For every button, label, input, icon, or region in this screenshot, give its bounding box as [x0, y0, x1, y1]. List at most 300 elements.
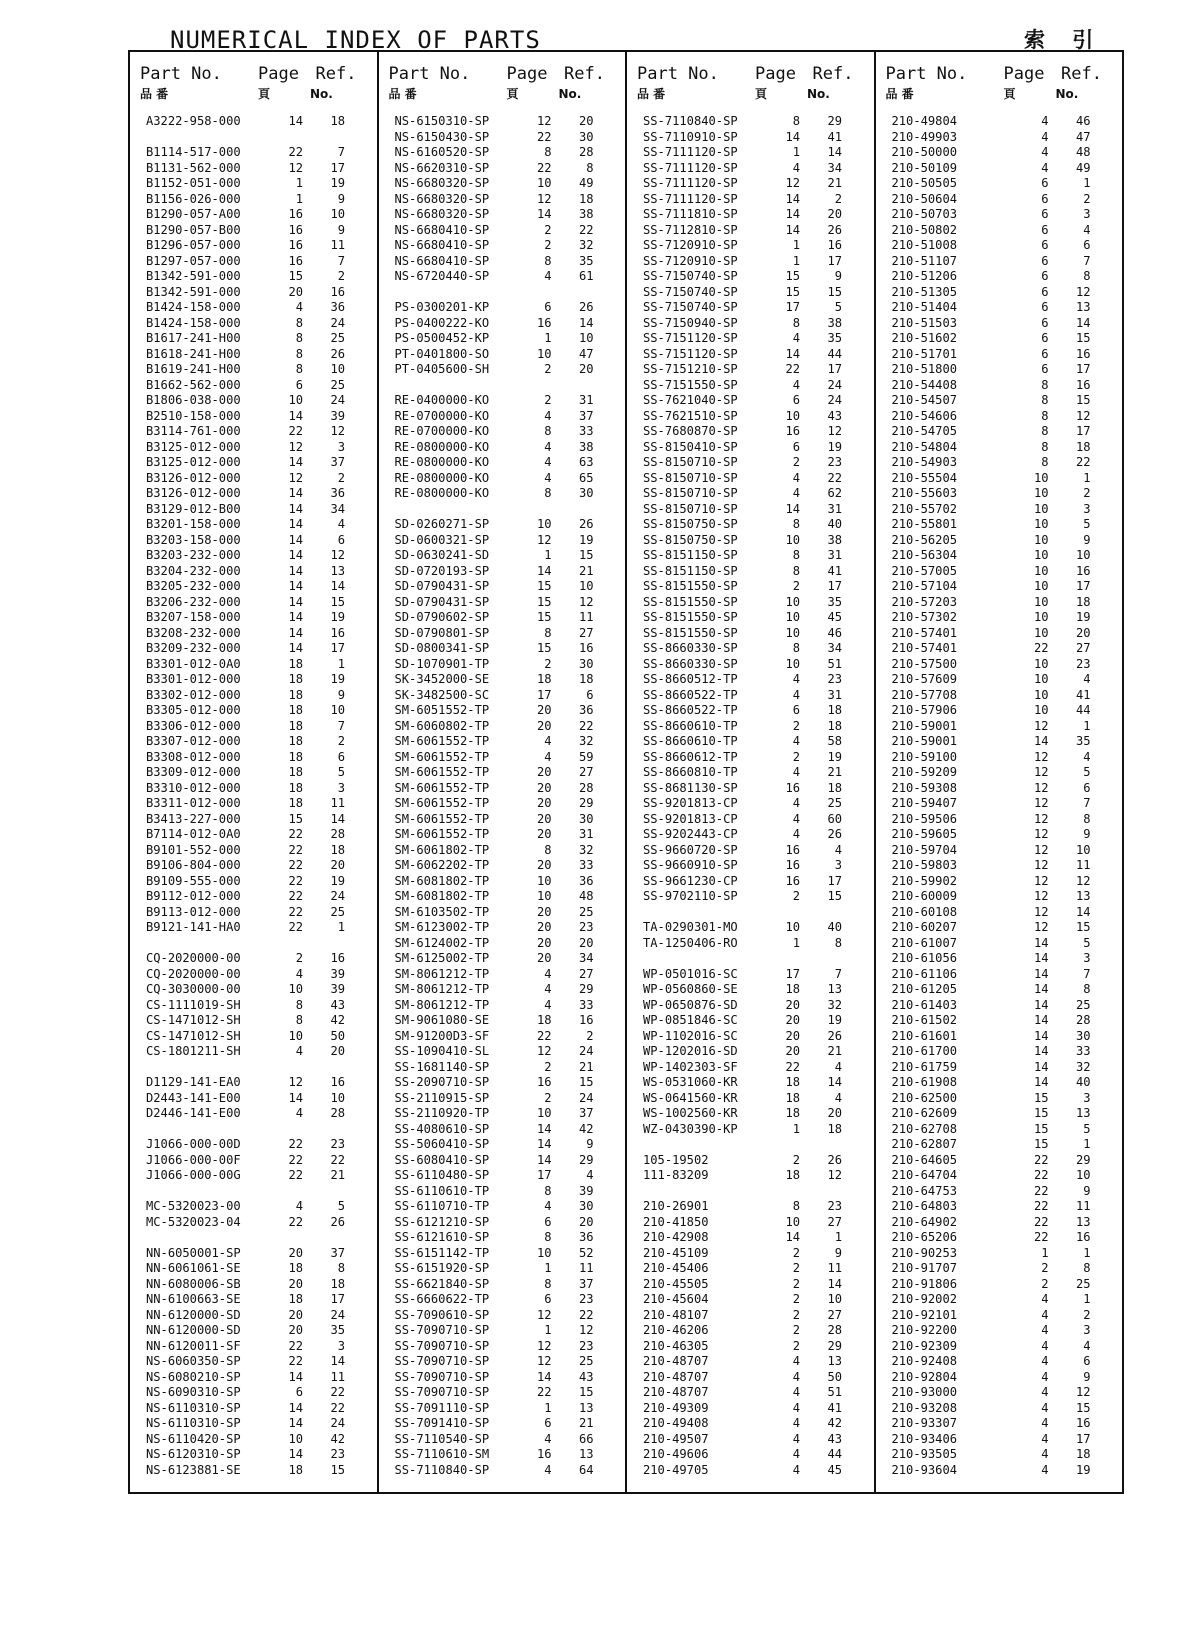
part-number: SK-3482500-SC	[394, 687, 490, 702]
index-row	[635, 812, 866, 828]
ref-number: 28	[330, 1106, 345, 1120]
part-number: B3413-227-000	[146, 811, 241, 826]
header-part-no	[884, 64, 1004, 114]
part-number: SS-8150710-SP	[643, 486, 738, 500]
part-number: B1617-241-H00	[146, 331, 241, 345]
index-row	[884, 176, 1115, 192]
part-number: SS-9660910-SP	[643, 858, 738, 872]
index-row	[138, 672, 369, 688]
ref-number: 41	[827, 129, 842, 144]
part-number: SS-8660522-TP	[643, 703, 738, 717]
ref-number: 17	[827, 253, 842, 268]
page-number: 6	[1041, 238, 1049, 252]
part-number: SS-8660612-TP	[643, 749, 738, 764]
page-number: 8	[544, 842, 552, 857]
part-number: WP-0501016-SC	[643, 966, 738, 981]
part-number: B9113-012-000	[146, 904, 241, 919]
page-number: 16	[785, 424, 800, 438]
page-number: 10	[288, 1431, 303, 1446]
page-number: 22	[1033, 1214, 1049, 1229]
page-number: 14	[288, 1400, 303, 1415]
index-row	[884, 595, 1115, 611]
index-row	[138, 176, 369, 192]
index-row	[138, 300, 369, 316]
part-number: SS-7150940-SP	[643, 315, 738, 330]
part-number: WZ-0430390-KP	[643, 1121, 738, 1136]
part-number: 105-19502	[643, 1152, 709, 1167]
part-number: 210-91707	[891, 1261, 958, 1275]
index-row	[138, 781, 369, 797]
page-number: 12	[1033, 749, 1049, 764]
page-number: 17	[785, 966, 800, 981]
index-row	[884, 889, 1115, 905]
index-row	[884, 1013, 1115, 1029]
part-number: SS-2090710-SP	[394, 1075, 490, 1089]
index-row	[387, 1385, 618, 1401]
ref-number: 13	[827, 982, 842, 996]
index-row	[387, 1463, 618, 1479]
part-number: 210-49705	[643, 1462, 709, 1477]
index-row	[884, 424, 1115, 440]
index-row	[884, 951, 1115, 967]
part-number: SS-7111120-SP	[643, 145, 738, 159]
ref-number: 29	[578, 982, 594, 996]
part-number: 210-50109	[891, 160, 958, 175]
page-number: 2	[1041, 1261, 1049, 1275]
ref-number: 37	[578, 408, 594, 423]
part-number: 210-60108	[891, 904, 958, 919]
part-number: 210-51305	[891, 284, 958, 299]
ref-number: 11	[578, 610, 594, 624]
index-row	[635, 1013, 866, 1029]
index-row	[138, 874, 369, 890]
part-number: 210-56304	[891, 548, 958, 562]
ref-number: 21	[827, 176, 842, 190]
page-number: 14	[288, 1369, 303, 1384]
part-number: WP-1102016-SC	[643, 1028, 738, 1043]
part-number: 210-64704	[891, 1168, 958, 1182]
ref-number: 15	[1075, 331, 1091, 345]
part-number: SS-7680870-SP	[643, 424, 738, 438]
index-row	[138, 905, 369, 921]
page-number: 20	[536, 951, 552, 965]
ref-number: 4	[1083, 672, 1091, 686]
page-number: 4	[295, 300, 303, 314]
ref-number: 26	[827, 1028, 842, 1043]
ref-number: 27	[578, 966, 594, 981]
page-number: 16	[536, 315, 552, 330]
index-row	[138, 765, 369, 781]
part-number: MC-5320023-04	[146, 1214, 241, 1229]
index-row	[884, 114, 1115, 130]
part-number: 210-92200	[891, 1323, 958, 1337]
part-number: SS-9201813-CP	[643, 811, 738, 826]
page-number: 10	[1033, 579, 1049, 593]
header-page	[1004, 64, 1056, 114]
part-number: 210-92408	[891, 1354, 958, 1368]
ref-number: 40	[827, 920, 842, 934]
part-number: 210-61007	[891, 935, 958, 950]
index-row	[635, 1215, 866, 1231]
ref-number: 20	[578, 935, 594, 950]
index-row	[635, 1339, 866, 1355]
index-row	[138, 254, 369, 270]
page-number: 20	[536, 920, 552, 934]
page-number: 8	[1041, 455, 1049, 469]
page-number: 20	[536, 904, 552, 919]
ref-number: 16	[1075, 377, 1091, 392]
ref-number: 42	[578, 1121, 594, 1136]
page-number: 14	[1033, 982, 1049, 996]
part-number: 210-61403	[891, 997, 958, 1012]
ref-number: 34	[330, 501, 345, 516]
part-number: 210-51107	[891, 253, 958, 268]
page-number: 10	[1033, 610, 1049, 624]
part-number: 210-55504	[891, 470, 958, 485]
ref-number: 15	[578, 548, 594, 562]
page-number: 22	[288, 920, 303, 934]
ref-number: 36	[330, 486, 345, 500]
index-row	[635, 1044, 866, 1060]
page-number: 6	[1041, 362, 1049, 376]
part-number: 210-59308	[891, 780, 958, 795]
page-number: 12	[288, 470, 303, 485]
part-number: SM-6061552-TP	[394, 780, 490, 795]
page-number: 8	[792, 548, 800, 562]
part-number: SS-8151150-SP	[643, 548, 738, 562]
page-number: 14	[785, 129, 800, 144]
part-number: SS-8150710-SP	[643, 501, 738, 516]
ref-number: 35	[827, 331, 842, 345]
page-number: 4	[792, 160, 800, 175]
page-number: 22	[1033, 641, 1049, 655]
page-number: 14	[785, 1230, 800, 1244]
ref-number: 14	[330, 579, 345, 593]
ref-number: 16	[1075, 1230, 1091, 1244]
page-number: 4	[1041, 114, 1049, 128]
part-number: B3302-012-000	[146, 687, 241, 702]
page-number: 14	[288, 486, 303, 500]
part-number: SS-7091110-SP	[394, 1400, 490, 1415]
page-number: 6	[295, 377, 303, 392]
part-number: SM-6061552-TP	[394, 765, 490, 779]
index-row	[635, 967, 866, 983]
page-number: 14	[536, 1121, 552, 1136]
part-number: NS-6110310-SP	[146, 1400, 241, 1415]
ref-number: 41	[827, 1400, 842, 1415]
ref-number: 16	[578, 1013, 594, 1027]
part-number: MC-5320023-00	[146, 1199, 241, 1213]
page-number: 16	[785, 873, 800, 888]
ref-number: 28	[1075, 1013, 1091, 1027]
ref-number: 30	[1075, 1028, 1091, 1043]
ref-number: 37	[578, 1276, 594, 1291]
part-number: SS-7110840-SP	[643, 114, 738, 128]
page-number: 14	[1033, 1044, 1049, 1058]
part-number: NS-6150310-SP	[394, 114, 490, 128]
part-number: 210-49903	[891, 129, 958, 144]
header-ref-no-label: Ref.	[812, 64, 854, 84]
page-number: 6	[544, 1214, 552, 1229]
ref-number: 3	[1083, 1090, 1091, 1105]
ref-number: 44	[827, 1447, 842, 1461]
part-number: B1296-057-000	[146, 238, 241, 252]
part-number: SS-7110540-SP	[394, 1431, 490, 1446]
ref-number: 10	[578, 579, 594, 593]
page-number: 2	[1041, 1276, 1049, 1291]
part-number: 210-64753	[891, 1183, 958, 1198]
ref-number: 43	[330, 997, 345, 1012]
page-number: 2	[792, 1323, 800, 1337]
ref-number: 27	[578, 625, 594, 640]
part-number: NN-6120000-SD	[146, 1307, 241, 1322]
index-row	[884, 843, 1115, 859]
index-row	[387, 1447, 618, 1463]
index-row	[635, 1308, 866, 1324]
index-row	[387, 688, 618, 704]
part-number: J1066-000-00D	[146, 1137, 241, 1151]
part-number: B3125-012-000	[146, 455, 241, 469]
part-number: 210-45109	[643, 1245, 709, 1260]
ref-number: 40	[1075, 1075, 1091, 1089]
part-number: PS-0300201-KP	[394, 300, 490, 314]
index-row	[138, 750, 369, 766]
page-number: 10	[288, 982, 303, 996]
ref-number: 7	[834, 966, 842, 981]
index-row	[138, 827, 369, 843]
index-row	[635, 1029, 866, 1045]
ref-number: 1	[834, 1230, 842, 1244]
page-number: 10	[1033, 594, 1049, 609]
page-number: 17	[785, 300, 800, 314]
ref-number: 6	[586, 687, 594, 702]
index-row	[635, 703, 866, 719]
page-number: 14	[1033, 1075, 1049, 1089]
index-row	[884, 1385, 1115, 1401]
ref-number: 39	[578, 1183, 594, 1198]
page-number: 2	[792, 1152, 800, 1167]
part-number: 210-57401	[891, 641, 958, 655]
ref-number: 13	[1075, 1106, 1091, 1120]
ref-number: 36	[578, 1230, 594, 1244]
page-number: 22	[536, 129, 552, 144]
ref-number: 50	[827, 1369, 842, 1384]
index-row	[387, 1044, 618, 1060]
ref-number: 12	[1075, 1385, 1091, 1399]
column-header	[387, 52, 618, 114]
part-number: SD-0790431-SP	[394, 579, 490, 593]
part-number: NS-6110310-SP	[146, 1416, 241, 1430]
part-number: RE-0800000-KO	[394, 439, 490, 454]
page-number: 10	[785, 610, 800, 624]
page-number: 20	[536, 858, 552, 872]
index-row	[138, 393, 369, 409]
group-spacer	[138, 1122, 369, 1138]
part-number: SM-6081802-TP	[394, 889, 490, 903]
index-row	[635, 1292, 866, 1308]
part-number: NN-6120011-SF	[146, 1338, 241, 1353]
ref-number: 21	[578, 563, 594, 578]
part-number: 210-91806	[891, 1276, 958, 1291]
index-row	[884, 1215, 1115, 1231]
index-row	[884, 455, 1115, 471]
group-spacer	[387, 378, 618, 394]
part-number: 210-48707	[643, 1369, 709, 1384]
page-number: 8	[544, 424, 552, 438]
index-row	[884, 409, 1115, 425]
page-number: 22	[1033, 1168, 1049, 1182]
page-number: 8	[295, 331, 303, 345]
index-row	[635, 982, 866, 998]
ref-number: 65	[578, 470, 594, 485]
page-number: 18	[288, 672, 303, 686]
ref-number: 48	[1075, 145, 1091, 159]
ref-number: 13	[330, 563, 345, 578]
ref-number: 15	[1075, 920, 1091, 934]
page-number: 10	[1033, 563, 1049, 578]
part-number: 210-54903	[891, 455, 958, 469]
ref-number: 16	[330, 1075, 345, 1089]
index-row	[884, 1137, 1115, 1153]
page-number: 4	[792, 1400, 800, 1415]
part-number: SS-7090610-SP	[394, 1307, 490, 1322]
page-number: 15	[536, 594, 552, 609]
index-row	[387, 471, 618, 487]
page-number: 4	[1041, 1369, 1049, 1384]
ref-number: 18	[578, 191, 594, 206]
index-row	[138, 1013, 369, 1029]
ref-number: 2	[1083, 1307, 1091, 1322]
ref-number: 37	[330, 455, 345, 469]
page-number: 12	[1033, 858, 1049, 872]
part-number: SS-9201813-CP	[643, 796, 738, 810]
page-number: 6	[792, 703, 800, 717]
index-row	[635, 378, 866, 394]
page-number: 6	[1041, 315, 1049, 330]
index-row	[635, 1261, 866, 1277]
index-row	[387, 1106, 618, 1122]
page-number: 1	[544, 1400, 552, 1415]
part-number: B3309-012-000	[146, 765, 241, 779]
part-number: 210-57203	[891, 594, 958, 609]
page-number: 20	[536, 935, 552, 950]
page-number: 14	[536, 207, 552, 221]
ref-number: 11	[827, 1261, 842, 1275]
ref-number: 6	[337, 532, 345, 547]
part-number: NS-6720440-SP	[394, 269, 490, 283]
page-number: 1	[792, 145, 800, 159]
ref-number: 45	[827, 1462, 842, 1477]
page-number: 18	[785, 982, 800, 996]
ref-number: 24	[578, 1090, 594, 1105]
page-number: 10	[536, 346, 552, 361]
page-number: 18	[288, 765, 303, 779]
header-page-label: Page	[755, 64, 796, 84]
part-number: 210-50703	[891, 207, 958, 221]
ref-number: 58	[827, 734, 842, 748]
page-number: 15	[1033, 1106, 1049, 1120]
ref-number: 18	[1075, 594, 1091, 609]
ref-number: 32	[578, 734, 594, 748]
page-number: 10	[1033, 656, 1049, 671]
index-row	[884, 393, 1115, 409]
index-row	[387, 1354, 618, 1370]
ref-number: 15	[1075, 393, 1091, 407]
part-number: D1129-141-EA0	[146, 1075, 241, 1089]
part-number: B3307-012-000	[146, 734, 241, 748]
index-row	[635, 223, 866, 239]
ref-number: 16	[578, 641, 594, 655]
part-number: 210-50802	[891, 222, 958, 237]
page-number: 10	[536, 873, 552, 888]
index-row	[138, 1106, 369, 1122]
page-number: 18	[785, 1106, 800, 1120]
index-row	[884, 1308, 1115, 1324]
page-number: 1	[792, 253, 800, 268]
header-ref-no-label: Ref.	[1061, 64, 1102, 84]
index-row	[884, 827, 1115, 843]
page-number: 4	[295, 1106, 303, 1120]
index-row	[884, 362, 1115, 378]
part-number: B7114-012-0A0	[146, 827, 241, 841]
page-number: 18	[288, 749, 303, 764]
part-number: SM-6051552-TP	[394, 703, 490, 717]
page-number: 22	[1033, 1199, 1049, 1213]
index-row	[387, 1323, 618, 1339]
part-number: B1131-562-000	[146, 160, 241, 175]
header-ref-no-label-jp: No.	[558, 87, 582, 101]
page-number: 10	[536, 517, 552, 531]
index-row	[635, 502, 866, 518]
page-number: 4	[295, 1044, 303, 1058]
part-number: B3301-012-0A0	[146, 656, 241, 671]
ref-number: 29	[827, 1338, 842, 1353]
page-number: 4	[1041, 1338, 1049, 1353]
index-row	[884, 192, 1115, 208]
page-number: 10	[288, 1028, 303, 1043]
part-number: 210-50604	[891, 191, 958, 206]
part-number: SM-6061552-TP	[394, 796, 490, 810]
ref-number: 6	[1083, 238, 1091, 252]
page-number: 10	[536, 1106, 552, 1120]
part-number: CS-1801211-SH	[146, 1044, 241, 1058]
ref-number: 15	[827, 284, 842, 299]
index-column-1	[130, 52, 379, 1492]
index-row	[387, 657, 618, 673]
ref-number: 26	[578, 300, 594, 314]
index-row	[387, 486, 618, 502]
page-number: 14	[785, 346, 800, 361]
ref-number: 49	[578, 176, 594, 190]
page-number: 12	[536, 1044, 552, 1058]
ref-number: 62	[827, 486, 842, 500]
part-number: WS-0531060-KR	[643, 1075, 738, 1089]
part-number: SD-0790431-SP	[394, 594, 490, 609]
page-number: 14	[288, 548, 303, 562]
part-number: SS-7111120-SP	[643, 176, 738, 190]
index-row	[387, 796, 618, 812]
page-number: 8	[1041, 393, 1049, 407]
index-row	[884, 874, 1115, 890]
index-row	[884, 471, 1115, 487]
index-row	[387, 1230, 618, 1246]
page-number: 22	[288, 1137, 303, 1151]
index-row	[884, 130, 1115, 146]
ref-number: 26	[330, 346, 345, 361]
page-number: 15	[785, 284, 800, 299]
ref-number: 30	[578, 811, 594, 826]
ref-number: 9	[337, 191, 345, 206]
